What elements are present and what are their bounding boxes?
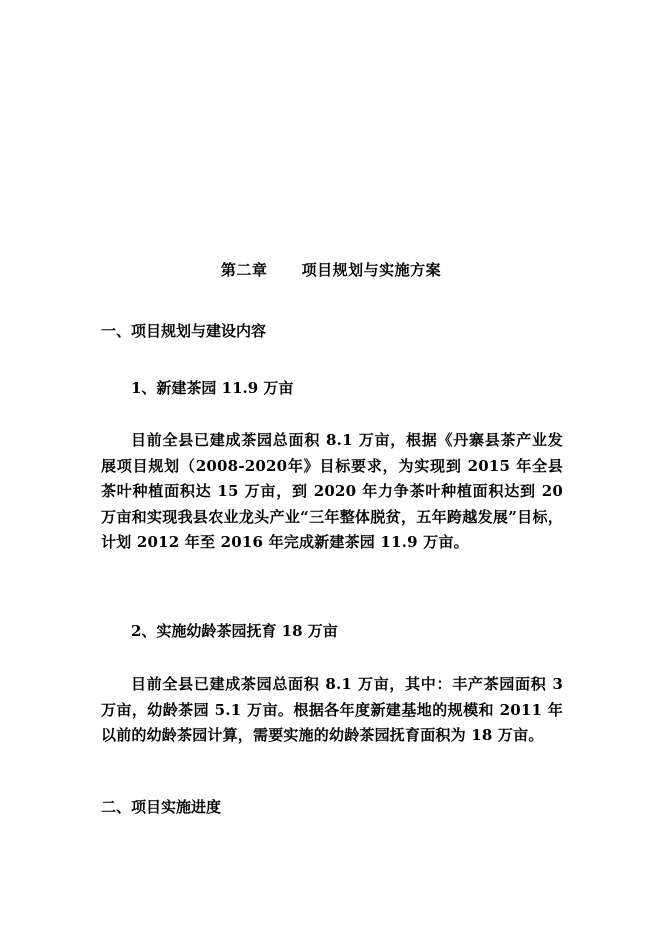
subsection-heading-1: 1、新建茶园 11.9 万亩 (131, 379, 294, 397)
subsection-heading-2: 2、实施幼龄茶园抚育 18 万亩 (131, 622, 338, 640)
paragraph-new-tea-garden: 目前全县已建成茶园总面积 8.1 万亩，根据《丹寨县茶产业发展项目规划（2008-2020年》目标要求，为实现到 2015 年全县茶叶种植面积达 15 万亩，到 2020 年力争茶叶种植面积达到 20 万亩和实现我县农业龙头产业“三年整体脱贫，五年跨越发展”目标，计划 2012 年至 2016 年完成新建茶园 11.9 万亩。 (101, 431, 563, 551)
section-heading-1: 一、项目规划与建设内容 (101, 322, 267, 340)
chapter-title (0, 259, 662, 280)
paragraph-young-tea-garden: 目前全县已建成茶园总面积 8.1 万亩，其中：丰产茶园面积 3 万亩，幼龄茶园 5.1 万亩。根据各年度新建基地的规模和 2011 年以前的幼龄茶园计算，需要实施的幼龄茶园抚育面积为 18 万亩。 (101, 675, 563, 744)
chapter-name: 项目规划与实施方案 (301, 261, 442, 279)
section-heading-2: 二、项目实施进度 (101, 798, 222, 816)
chapter-number: 第二章 (220, 261, 268, 279)
